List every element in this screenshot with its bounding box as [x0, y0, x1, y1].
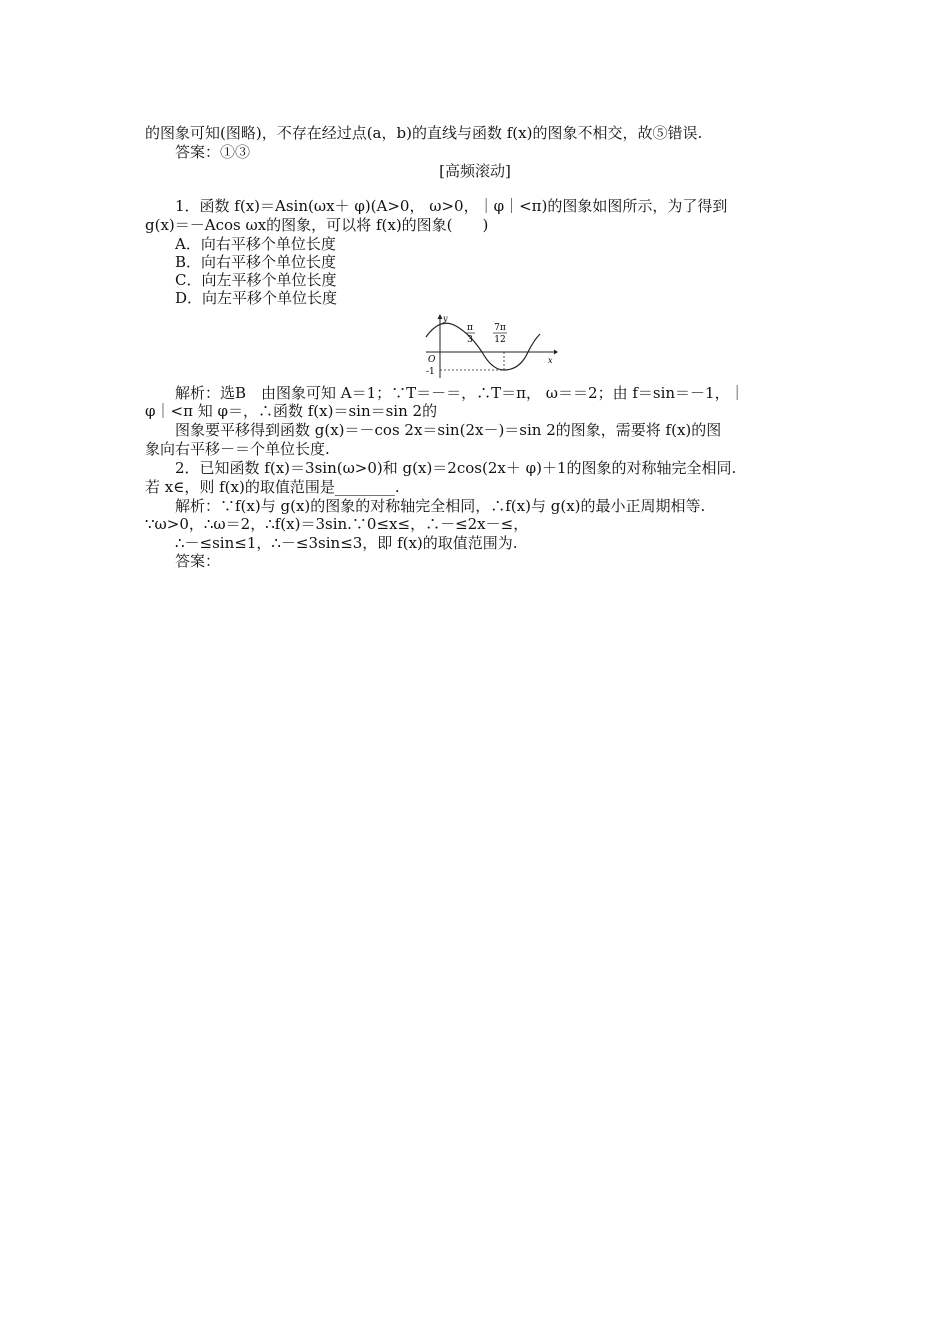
- section-title: [高频滚动]: [439, 162, 511, 180]
- text-line: 的图象可知(图略)，不存在经过点(a，b)的直线与函数 f(x)的图象不相交，故⑤错误.: [145, 124, 703, 142]
- question-2-line-2: 若 x∈，则 f(x)的取值范围是________.: [145, 478, 400, 496]
- solution-1-line-2: φ｜<π 知 φ＝，∴函数 f(x)＝sin＝sin 2的: [145, 402, 438, 420]
- question-1-line-1: 1．函数 f(x)＝Asin(ωx＋ φ)(A>0， ω>0，｜φ｜<π)的图象如图所示，为了得到: [175, 197, 728, 215]
- sine-graph-figure: [420, 312, 560, 382]
- question-2-line-1: 2．已知函数 f(x)＝3sin(ω>0)和 g(x)＝2cos(2x＋ φ)＋1的图象的对称轴完全相同.: [175, 459, 737, 477]
- x-axis-label: x: [548, 356, 553, 365]
- tick-pi-3-denominator: 3: [467, 335, 473, 345]
- solution-1-line-4: 象向右平移－＝个单位长度.: [145, 440, 330, 458]
- solution-2-line-1: 解析：∵f(x)与 g(x)的图象的对称轴完全相同，∴f(x)与 g(x)的最小正周期相等.: [175, 497, 706, 515]
- solution-2-line-3: ∴－≤sin≤1，∴－≤3sin≤3，即 f(x)的取值范围为.: [175, 534, 518, 552]
- origin-label: O: [428, 355, 436, 365]
- option-b: B．向右平移个单位长度: [175, 253, 337, 271]
- option-d: D．向左平移个单位长度: [175, 289, 338, 307]
- tick-pi-3-numerator: π: [467, 323, 473, 333]
- solution-2-line-2: ∵ω>0，∴ω＝2，∴f(x)＝3sin.∵0≤x≤，∴－≤2x－≤，: [145, 515, 529, 533]
- solution-1-line-3: 图象要平移得到函数 g(x)＝－cos 2x＝sin(2x－)＝sin 2的图象，需要将 f(x)的图: [175, 421, 722, 439]
- sine-graph: [420, 312, 560, 382]
- answer-line: 答案：①③: [175, 143, 251, 161]
- question-1-line-2: g(x)＝－Acos ωx的图象，可以将 f(x)的图象( ): [145, 216, 489, 234]
- x-axis-arrow-icon: [554, 350, 558, 355]
- solution-2-answer: 答案：: [175, 552, 221, 570]
- tick-7pi-12-numerator: 7π: [494, 323, 506, 333]
- y-axis-label: y: [443, 314, 448, 323]
- y-axis-arrow-icon: [438, 314, 443, 319]
- sine-curve: [426, 323, 540, 370]
- option-c: C．向左平移个单位长度: [175, 271, 337, 289]
- solution-1-line-1: 解析：选B 由图象可知 A＝1；∵T＝－＝，∴T＝π， ω＝＝2；由 f＝sin＝－1，｜: [175, 384, 745, 402]
- option-a: A．向右平移个单位长度: [175, 235, 336, 253]
- tick-7pi-12-denominator: 12: [494, 335, 506, 345]
- neg-one-label: -1: [426, 367, 435, 377]
